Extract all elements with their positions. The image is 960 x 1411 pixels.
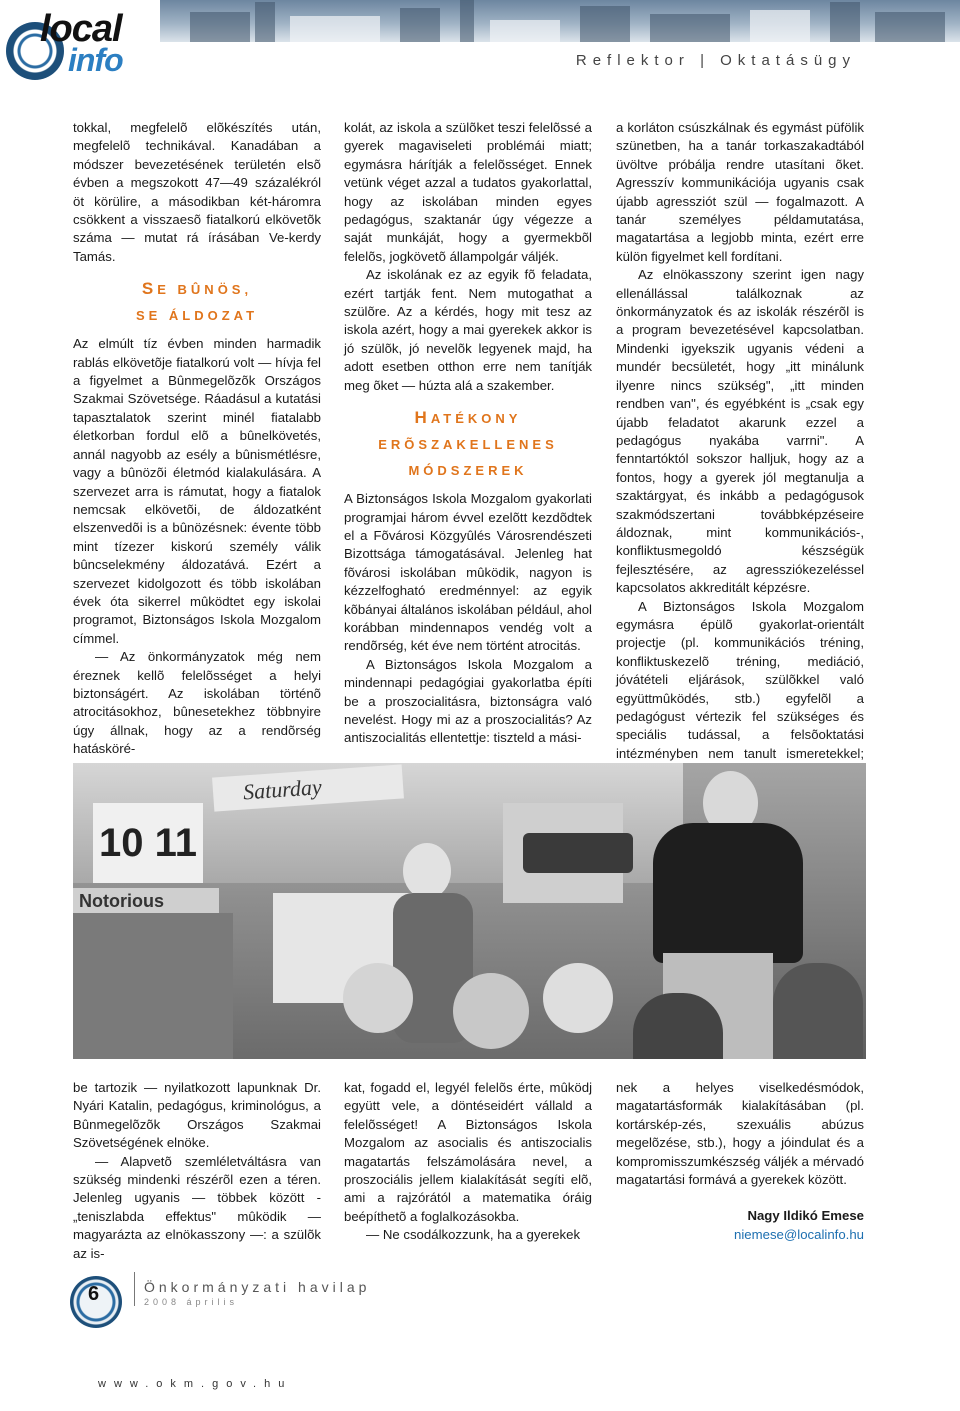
col5-paragraph-2: — Ne csodálkozzunk, ha a gyerekek (366, 1227, 581, 1243)
photo-seated-child-3 (543, 963, 613, 1033)
localinfo-logo (6, 8, 166, 80)
photo-child-head (403, 843, 451, 899)
column-5 (344, 1079, 592, 1245)
photo-seated-child-4 (633, 993, 723, 1059)
photo-number-cards: 10 11 (93, 803, 203, 883)
col5-paragraph-1: kat, fogadd el, legyél felelõs érte, mûködj együtt vele, a döntéseidért vállald a felelõsséget! A Biztonságos Iskola Mozgalom az asocialis és antiszocialis magatartás felszámolására nevel, a proszociális jellem kialakítását segíti elõ, ami a rajzórától a matematika óráig beépíthetõ a foglalkozásokba. (344, 1080, 592, 1224)
col2-paragraph-1: kolát, az iskola a szülõket teszi felelõssé a gyerek magaviseleti problémái miatt; egymásra hárítják a felelõsséget. Ennek vetünk véget azzal a tudatos gyakorlattal, hogy az iskolában minden egyes pedagógus, szaktanár úgy végezze a saját munkáját, hogy a gyermekbõl felelõs, jogkövetõ állampolgár váljék. (344, 120, 592, 264)
photo-seated-child-2 (453, 973, 529, 1049)
col4-paragraph-2: — Alapvetõ szemléletváltásra van szükség mindenki részérõl ezen a téren. Jelenleg ugyanis — többek között - „teniszlabda effektus" mûködik — magyarázta az elnökasszony —: a szülõk az is- (73, 1153, 321, 1261)
footer-divider (134, 1272, 135, 1306)
col3-paragraph-2: Az elnökasszony szerint igen nagy ellenállással találkoznak az önkormányzatok és az iskolák részérõl is a program bevezetésével kapcsolatban. Mindenki igyekszik ugyanis védeni a mundér becsületét, hogy „itt minálunk ilyenre nincs szükség", „itt minden rendben van", és egyébként is „csak egy újabb feladatot akarunk ezzel a pedagógus nyakába varrni". A fenntartóktól sokszor halljuk, hogy az a fontos, hogy a gyerek jól megtanulja a szaktárgyat, és inkább a pedagógusok szakmódszertani továbbképzéseire áldoznak, mint kommunikációs-, konfliktusmegoldó készségük fejlesztésére, az agressziókezeléssel kapcsolatos akkreditált képzésre. (616, 267, 864, 596)
photo-shelf (73, 913, 233, 1059)
signature (616, 1207, 864, 1244)
column-6 (616, 1079, 864, 1244)
header-banner (0, 0, 960, 80)
subheading-1-line-2: SE ÁLDOZAT (135, 308, 259, 324)
subheading-1-initial: S (141, 279, 158, 299)
col2-paragraph-2: Az iskolának ez az egyik fõ feladata, ezért tartják fent. Nem mutogathat a szülõre. Az a kérdés, hogy mit tesz az iskola azért, hogy a mai gyerekek akkor is jó szülõk, jó nevelõk legyenek majd, ha adott esetben otthon erre nem tanítják meg õket — húzta alá a szakember. (344, 267, 592, 393)
col1-paragraph-1: tokkal, megfelelõ elõkészítés után, megfelelõ technikával. Kanadában a módszer bevezetésének területén elsõ évben a megszokott 47—49 százalékról öt körülire, a másodikban két-háromra csökkent a visszaesõ fiatalkorú elkövetõk száma — mutat rá írásában Ve-kerdy Tamás. (73, 120, 321, 264)
logo-word-info: info (68, 42, 123, 78)
page-number: 6 (88, 1283, 100, 1305)
photo-teacher-body (653, 823, 803, 963)
subheading-2-line-2: MÓDSZEREK (408, 463, 528, 479)
photo-seated-child-1 (343, 963, 413, 1033)
magazine-title: Önkormányzati havilap (144, 1279, 371, 1295)
col1-paragraph-3: — Az önkormányzatok még nem éreznek kellõ felelõsséget a helyi biztonságért. Az iskolában történõ atrocitásokhoz, bûnesetekhez többnyire úgy állnak, hogy az a rendõrség hatásköré- (73, 649, 321, 757)
photo-saturday-sign: Saturday (212, 764, 404, 811)
column-4 (73, 1079, 321, 1263)
classroom-photo (73, 763, 866, 1059)
col6-paragraph-1: nek a helyes viselkedésmódok, magatartásformák kialakításában (pl. kortárskép-zés, szexuális abúzus megelõzése, stb.), hogy a jóindulat és a kompromisszumkészség váljék a mérvadó magatartási formává a gyerekek között. (616, 1080, 864, 1188)
col3-paragraph-1: a korláton csúszkálnak és egymást püfölik szünetben, ha a tanár torkaszakadtából üvöltve próbálja rendre utasítani õket. Agresszív kommunikációja ugyanis csak újabb agressziót szül — fogalmazott. A tanár személyes példamutatása, magatartása a legjobb minta, ezért erre külön figyelmet kell fordítani. (616, 120, 864, 264)
photo-seated-child-5 (773, 963, 863, 1059)
subheading-2 (344, 405, 592, 484)
col3-paragraph-3: A Biztonságos Iskola Mozgalom egymásra épülõ gyakorlat-orientált projectje (pl. kommunikációs tréning, konfliktuskezelõ tréning, mediáció, jóvátételi eljárások, szülõkkel való együttmûködés, stb.) egyfelõl a pedagógust vértezik fel szükséges és speciális tudással, a felsõoktatási intézményben nem tanult ismeretekkel; (616, 598, 864, 761)
column-1 (73, 119, 321, 759)
issue-date: 2008 április (144, 1297, 239, 1307)
column-2 (344, 119, 592, 748)
author-email[interactable]: niemese@localinfo.hu (734, 1226, 864, 1242)
col2-paragraph-4: A Biztonságos Iskola Mozgalom a mindennapi pedagógiai gyakorlatba építi be a proszocialitásra, biztonságra való nevelést. Hogy mi az a proszocialitás? Az antiszocialitás ellentettje: tiszteld a mási- (344, 656, 592, 746)
column-3 (616, 119, 864, 782)
city-skyline-image (160, 0, 960, 42)
col2-paragraph-3: A Biztonságos Iskola Mozgalom gyakorlati programjai három évvel ezelõtt kezdõdtek el a Fõvárosi Közgyûlés Városrendészeti Bizottsága támogatásával. Jelenleg hat fõvárosi iskolában mûködik, nagyon is kézzelfogható eredménnyel: az egyik kõbányai általános iskolában például, ahol korábban mindennapos vendég volt a rendõrség, két éve nem történt atrocitás. (344, 491, 592, 654)
photo-word-banner: Notorious (73, 888, 219, 914)
subheading-1-line-1: E BÛNÖS, (157, 282, 253, 298)
col1-paragraph-2: Az elmúlt tíz évben minden harmadik rablás elkövetõje fiatalkorú volt — hívja fel a figyelmet a Bûnmegelõzõk Országos Szakmai Szövetsége. Ráadásul a kutatási tapasztalatok szerint minél fiatalabb életkorban fordul elõ a bûnelkövetés, annál nagyobb az esély a bûnismétlésre, vagy a bûnözõi életmód kialakulására. A szervezet arra is rámutat, hogy a fiatalok nemcsak elkövetõi, de áldozatként elszenvedõi is a bûnözésnek: évente több mint tízezer kiskorú személy válik bûncselekmény áldozatává. Ezért a szervezet kidolgozott és több iskolában évek óta sikerrel mûködtet egy iskolai programot, Biztonságos Iskola Mozgalom címmel. (73, 336, 321, 646)
col4-paragraph-1: be tartozik — nyilatkozott lapunknak Dr. Nyári Katalin, pedagógus, kriminológus, a Bûnmegelõzõk Országos Szakmai Szövetségének elnöke. (73, 1080, 321, 1151)
footer-url[interactable]: www.okm.gov.hu (98, 1378, 293, 1390)
subheading-2-line-1: ATÉKONY ERÕSZAKELLENES (378, 411, 558, 453)
logo-word-local: local (40, 8, 122, 50)
subheading-2-initial: H (414, 408, 431, 428)
subheading-1 (73, 276, 321, 329)
author-name: Nagy Ildikó Emese (747, 1208, 864, 1224)
section-title: Reflektor | Oktatásügy (575, 52, 856, 69)
photo-radio (523, 833, 633, 873)
